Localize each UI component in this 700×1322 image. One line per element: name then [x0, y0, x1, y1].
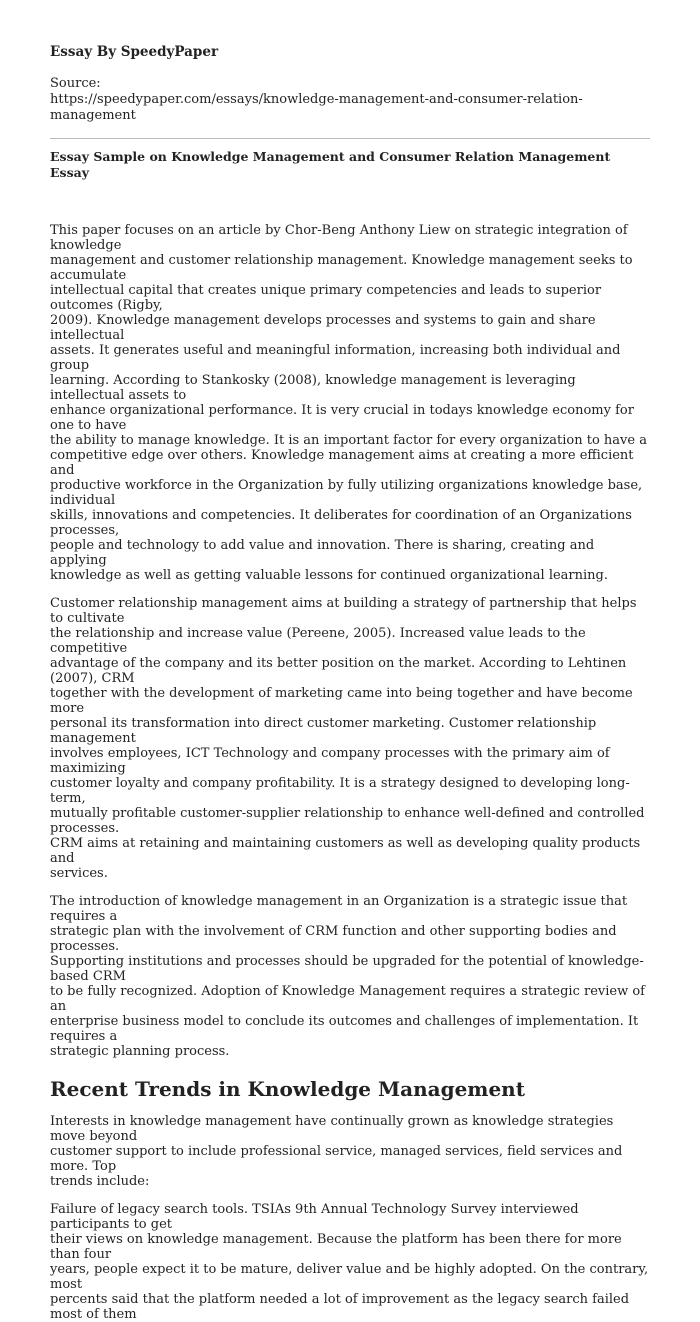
source-url: https://speedypaper.com/essays/knowledge-management-and-consumer-relation-management: [50, 92, 583, 123]
section-paragraph: Failure of legacy search tools. TSIAs 9th Annual Technology Survey interviewed participants to get their views on knowledge management. Because the platform has been there for more than four years, people expect it to be mature, deliver value and be highly adopted. On the contrary, most percents said that the platform needed a lot of improvement as the legacy search failed most of them: [50, 1202, 649, 1322]
section-heading: Recent Trends in Knowledge Management: [50, 1077, 525, 1101]
header-divider: [50, 138, 650, 139]
essay-paragraph: The introduction of knowledge management in an Organization is a strategic issue that requires a strategic plan with the involvement of CRM function and other supporting bodies and processes. Supporting institutions and processes should be upgraded for the potential of knowledge-based CRM to be fully recognized. Adoption of Knowledge Management requires a strategic review of an enterprise business model to conclude its outcomes and challenges of implementation. It requires a strategic planning process.: [50, 894, 645, 1059]
essay-paragraph: Customer relationship management aims at building a strategy of partnership that helps to cultivate the relationship and increase value (Pereene, 2005). Increased value leads to the competitive advantage of the company and its better position on the market. According to Lehtinen (2007), CRM together with the development of marketing came into being together and have become more personal its transformation into direct customer marketing. Customer relationship management involves employees, ICT Technology and company processes with the primary aim of maximizing customer loyalty and company profitability. It is a strategy designed to developing long-term, mutually profitable customer-supplier relationship to enhance well-defined and controlled processes. CRM aims at retaining and maintaining customers as well as developing quality products and services.: [50, 596, 645, 881]
essay-paragraph: This paper focuses on an article by Chor-Beng Anthony Liew on strategic integration of knowledge management and customer relationship management. Knowledge management seeks to accumulate intellectual capital that creates unique primary competencies and leads to superior outcomes (Rigby, 2009). Knowledge management develops processes and systems to gain and share intellectual assets. It generates useful and meaningful information, increasing both individual and group learning. According to Stankosky (2008), knowledge management is leveraging intellectual assets to enhance organizational performance. It is very crucial in todays knowledge economy for one to have the ability to manage knowledge. It is an important factor for every organization to have a competitive edge over others. Knowledge management aims at creating a more efficient and productive workforce in the Organization by fully utilizing organizations knowledge base, individual skills, innovations and competencies. It deliberates for coordination of an Organizations processes, people and technology to add value and innovation. There is sharing, creating and applying knowledge as well as getting valuable lessons for continued organizational learning.: [50, 223, 647, 583]
source-label: Source:: [50, 76, 101, 91]
section-paragraph: Interests in knowledge management have continually grown as knowledge strategies move beyond customer support to include professional service, managed services, field services and more. Top trends include:: [50, 1114, 623, 1189]
essay-title: Essay Sample on Knowledge Management and Consumer Relation Management Essay: [50, 149, 611, 180]
document-header-title: Essay By SpeedyPaper: [50, 44, 219, 60]
